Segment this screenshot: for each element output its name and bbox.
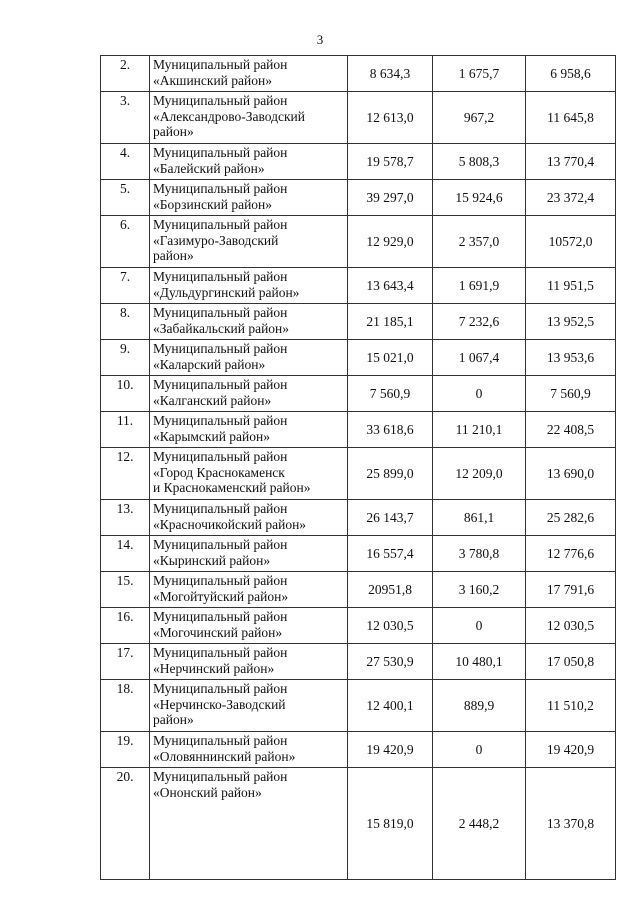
value-total: 16 557,4 bbox=[348, 536, 433, 572]
district-name-line: район» bbox=[153, 124, 194, 139]
row-number: 16. bbox=[101, 608, 150, 644]
district-name bbox=[150, 572, 348, 608]
district-name-line: «Нерчинский район» bbox=[153, 660, 275, 676]
value-part: 1 067,4 bbox=[433, 340, 526, 376]
district-name-line: «Могойтуйский район» bbox=[153, 588, 289, 604]
value-total: 27 530,9 bbox=[348, 644, 433, 680]
district-name-line: «Город Краснокаменск bbox=[153, 464, 285, 480]
row-number: 5. bbox=[101, 180, 150, 216]
value-part: 0 bbox=[433, 608, 526, 644]
value-part: 7 232,6 bbox=[433, 304, 526, 340]
district-name-line: Муниципальный район bbox=[153, 341, 288, 356]
district-name bbox=[150, 680, 348, 732]
value-remainder: 12 776,6 bbox=[526, 536, 616, 572]
value-part: 15 924,6 bbox=[433, 180, 526, 216]
district-name-line: Муниципальный район bbox=[153, 681, 288, 696]
row-number: 19. bbox=[101, 732, 150, 768]
district-name-line: Муниципальный район bbox=[153, 573, 288, 588]
row-number: 3. bbox=[101, 92, 150, 144]
value-part: 967,2 bbox=[433, 92, 526, 144]
table-row bbox=[101, 644, 616, 680]
value-total: 7 560,9 bbox=[348, 376, 433, 412]
district-name-line: «Карымский район» bbox=[153, 428, 270, 444]
row-number: 11. bbox=[101, 412, 150, 448]
value-remainder: 19 420,9 bbox=[526, 732, 616, 768]
district-name bbox=[150, 216, 348, 268]
district-name-line: «Кыринский район» bbox=[153, 552, 271, 568]
value-remainder: 13 953,6 bbox=[526, 340, 616, 376]
value-remainder: 17 050,8 bbox=[526, 644, 616, 680]
district-name bbox=[150, 180, 348, 216]
value-remainder: 7 560,9 bbox=[526, 376, 616, 412]
value-part: 861,1 bbox=[433, 500, 526, 536]
district-name bbox=[150, 768, 348, 880]
district-name-line: «Дульдургинский район» bbox=[153, 284, 300, 300]
value-total: 13 643,4 bbox=[348, 268, 433, 304]
district-name-line: Муниципальный район bbox=[153, 305, 288, 320]
value-total: 12 030,5 bbox=[348, 608, 433, 644]
district-name-line: Муниципальный район bbox=[153, 449, 288, 464]
district-name bbox=[150, 56, 348, 92]
row-number: 2. bbox=[101, 56, 150, 92]
district-name bbox=[150, 500, 348, 536]
value-remainder: 22 408,5 bbox=[526, 412, 616, 448]
value-total: 39 297,0 bbox=[348, 180, 433, 216]
district-name bbox=[150, 92, 348, 144]
row-number: 8. bbox=[101, 304, 150, 340]
district-name-line: «Газимуро-Заводский bbox=[153, 232, 279, 248]
table-row bbox=[101, 732, 616, 768]
row-number: 4. bbox=[101, 144, 150, 180]
table-row bbox=[101, 56, 616, 92]
district-name-line: «Нерчинско-Заводский bbox=[153, 696, 286, 712]
district-name bbox=[150, 644, 348, 680]
table-row bbox=[101, 768, 616, 880]
district-name-line: Муниципальный район bbox=[153, 93, 288, 108]
row-number: 20. bbox=[101, 768, 150, 880]
value-total: 21 185,1 bbox=[348, 304, 433, 340]
table-row bbox=[101, 216, 616, 268]
value-part: 889,9 bbox=[433, 680, 526, 732]
table-row bbox=[101, 180, 616, 216]
value-total: 15 819,0 bbox=[348, 768, 433, 880]
value-total: 12 400,1 bbox=[348, 680, 433, 732]
value-total: 19 420,9 bbox=[348, 732, 433, 768]
value-remainder: 13 770,4 bbox=[526, 144, 616, 180]
district-name-line: район» bbox=[153, 248, 194, 263]
value-total: 26 143,7 bbox=[348, 500, 433, 536]
value-part: 11 210,1 bbox=[433, 412, 526, 448]
district-name-line: «Калганский район» bbox=[153, 392, 272, 408]
value-part: 1 675,7 bbox=[433, 56, 526, 92]
value-total: 15 021,0 bbox=[348, 340, 433, 376]
district-name-line: Муниципальный район bbox=[153, 645, 288, 660]
district-name bbox=[150, 732, 348, 768]
district-name bbox=[150, 608, 348, 644]
value-remainder: 11 951,5 bbox=[526, 268, 616, 304]
table-row bbox=[101, 412, 616, 448]
district-name-line: Муниципальный район bbox=[153, 769, 288, 784]
district-name-line: «Красночикойский район» bbox=[153, 516, 307, 532]
value-remainder: 13 952,5 bbox=[526, 304, 616, 340]
row-number: 14. bbox=[101, 536, 150, 572]
table-row bbox=[101, 500, 616, 536]
table-row bbox=[101, 376, 616, 412]
table-row bbox=[101, 144, 616, 180]
district-name-line: «Могочинский район» bbox=[153, 624, 283, 640]
district-name bbox=[150, 448, 348, 500]
page-number: 3 bbox=[316, 32, 324, 47]
district-name-line: Муниципальный район bbox=[153, 269, 288, 284]
value-total: 19 578,7 bbox=[348, 144, 433, 180]
value-part: 0 bbox=[433, 732, 526, 768]
row-number: 7. bbox=[101, 268, 150, 304]
row-number: 12. bbox=[101, 448, 150, 500]
value-part: 1 691,9 bbox=[433, 268, 526, 304]
value-part: 3 780,8 bbox=[433, 536, 526, 572]
district-name-line: Муниципальный район bbox=[153, 413, 288, 428]
district-name-line: «Забайкальский район» bbox=[153, 320, 290, 336]
table-body bbox=[101, 56, 616, 880]
value-remainder: 13 690,0 bbox=[526, 448, 616, 500]
row-number: 18. bbox=[101, 680, 150, 732]
value-remainder: 17 791,6 bbox=[526, 572, 616, 608]
row-number: 15. bbox=[101, 572, 150, 608]
district-name-line: Муниципальный район bbox=[153, 501, 288, 516]
district-name-line: «Борзинский район» bbox=[153, 196, 273, 212]
value-total: 20951,8 bbox=[348, 572, 433, 608]
value-total: 8 634,3 bbox=[348, 56, 433, 92]
district-name-line: «Акшинский район» bbox=[153, 72, 272, 88]
district-name-line: Муниципальный район bbox=[153, 609, 288, 624]
table-row bbox=[101, 304, 616, 340]
value-total: 12 929,0 bbox=[348, 216, 433, 268]
row-number: 13. bbox=[101, 500, 150, 536]
district-name-line: «Ононский район» bbox=[153, 784, 262, 800]
row-number: 6. bbox=[101, 216, 150, 268]
district-name-line: и Краснокаменский район» bbox=[153, 480, 311, 495]
value-remainder: 6 958,6 bbox=[526, 56, 616, 92]
value-remainder: 23 372,4 bbox=[526, 180, 616, 216]
table-row bbox=[101, 340, 616, 376]
value-part: 12 209,0 bbox=[433, 448, 526, 500]
value-part: 0 bbox=[433, 376, 526, 412]
value-remainder: 11 645,8 bbox=[526, 92, 616, 144]
row-number: 9. bbox=[101, 340, 150, 376]
district-name bbox=[150, 340, 348, 376]
row-number: 17. bbox=[101, 644, 150, 680]
district-name-line: «Оловяннинский район» bbox=[153, 748, 296, 764]
table-row bbox=[101, 268, 616, 304]
district-name-line: «Балейский район» bbox=[153, 160, 265, 176]
value-remainder: 11 510,2 bbox=[526, 680, 616, 732]
value-total: 33 618,6 bbox=[348, 412, 433, 448]
district-name-line: Муниципальный район bbox=[153, 145, 288, 160]
district-name-line: «Каларский район» bbox=[153, 356, 266, 372]
table-row bbox=[101, 572, 616, 608]
value-part: 5 808,3 bbox=[433, 144, 526, 180]
value-remainder: 10572,0 bbox=[526, 216, 616, 268]
district-name bbox=[150, 268, 348, 304]
district-name-line: район» bbox=[153, 712, 194, 727]
value-part: 10 480,1 bbox=[433, 644, 526, 680]
district-name bbox=[150, 376, 348, 412]
table-row bbox=[101, 448, 616, 500]
table-row bbox=[101, 536, 616, 572]
district-name-line: Муниципальный район bbox=[153, 377, 288, 392]
district-name-line: Муниципальный район bbox=[153, 217, 288, 232]
value-total: 12 613,0 bbox=[348, 92, 433, 144]
district-name bbox=[150, 412, 348, 448]
value-part: 2 357,0 bbox=[433, 216, 526, 268]
table-row bbox=[101, 608, 616, 644]
budget-table bbox=[100, 55, 616, 880]
value-remainder: 13 370,8 bbox=[526, 768, 616, 880]
district-name bbox=[150, 536, 348, 572]
district-name-line: Муниципальный район bbox=[153, 57, 288, 72]
district-name bbox=[150, 144, 348, 180]
district-name-line: Муниципальный район bbox=[153, 537, 288, 552]
table-row bbox=[101, 92, 616, 144]
table-row bbox=[101, 680, 616, 732]
value-part: 3 160,2 bbox=[433, 572, 526, 608]
value-total: 25 899,0 bbox=[348, 448, 433, 500]
district-name-line: Муниципальный район bbox=[153, 733, 288, 748]
row-number: 10. bbox=[101, 376, 150, 412]
value-remainder: 12 030,5 bbox=[526, 608, 616, 644]
district-name-line: Муниципальный район bbox=[153, 181, 288, 196]
value-remainder: 25 282,6 bbox=[526, 500, 616, 536]
district-name-line: «Александрово-Заводский bbox=[153, 108, 305, 124]
district-name bbox=[150, 304, 348, 340]
value-part: 2 448,2 bbox=[433, 768, 526, 880]
